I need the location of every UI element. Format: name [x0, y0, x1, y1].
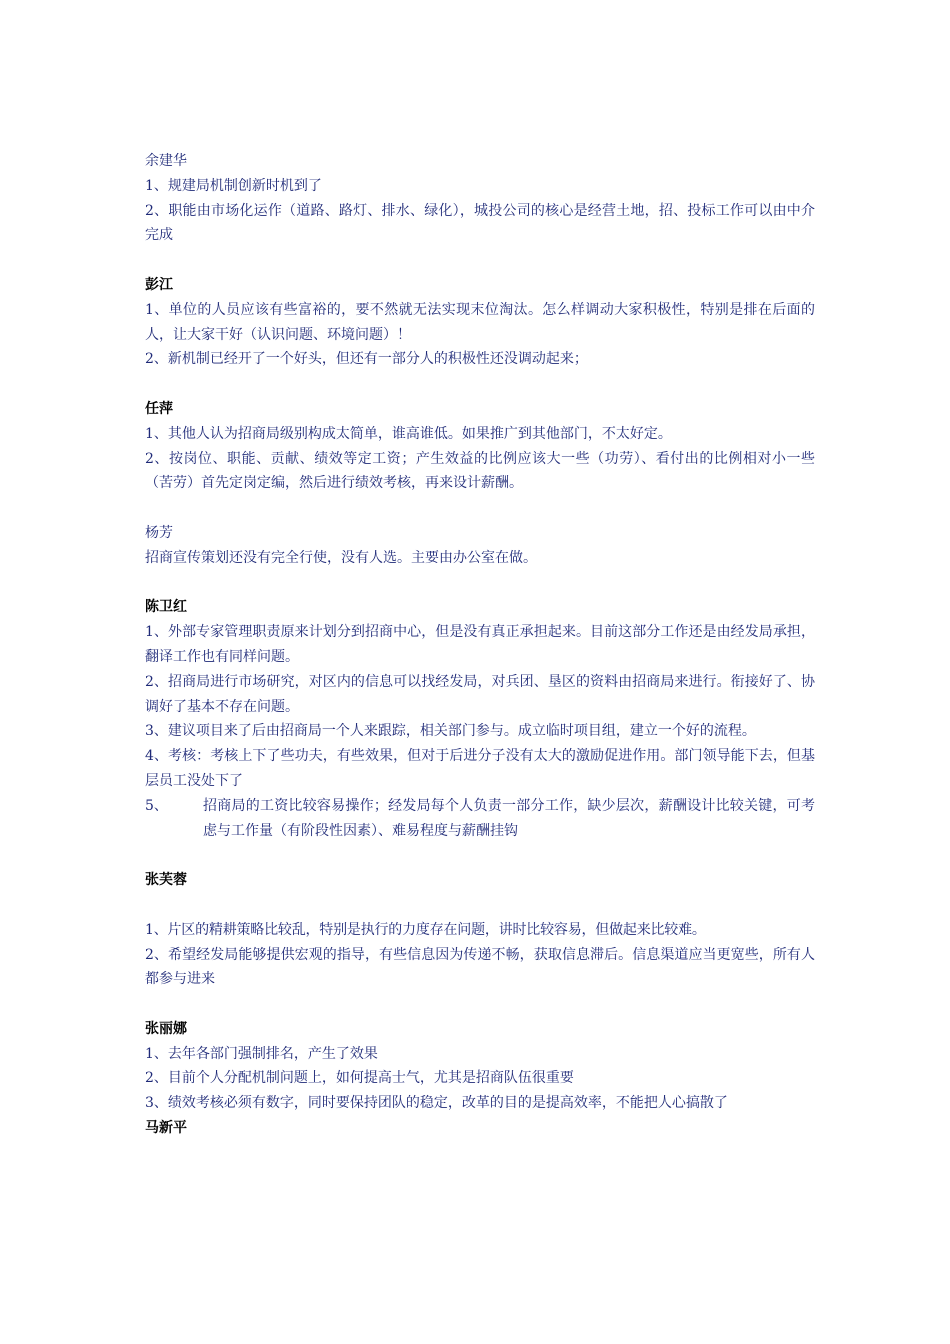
- section-peng-jiang: [145, 273, 815, 372]
- list-item: 2、招商局进行市场研究，对区内的信息可以找经发局，对兵团、垦区的资料由招商局来进行。衔接好了、协调好了基本不存在问题。: [145, 673, 815, 715]
- list-item: 招商宣传策划还没有完全行使，没有人选。主要由办公室在做。: [145, 549, 537, 566]
- speaker-name: 余建华: [145, 153, 187, 169]
- list-item-text: 招商局的工资比较容易操作；经发局每个人负责一部分工作，缺少层次，薪酬设计比较关键，可考虑与工作量（有阶段性因素）、难易程度与薪酬挂钩: [203, 797, 815, 839]
- speaker-name: 杨芳: [145, 524, 173, 541]
- list-item: 2、按岗位、职能、贡献、绩效等定工资；产生效益的比例应该大一些（功劳）、看付出的比例相对小一些（苦劳）首先定岗定编，然后进行绩效考核，再来设计薪酬。: [145, 450, 815, 492]
- section-chen-weihong: [145, 595, 815, 843]
- section-zhang-lina: [145, 1017, 815, 1116]
- speaker-name: 马新平: [145, 1120, 187, 1137]
- list-item: 2、希望经发局能够提供宏观的指导，有些信息因为传递不畅，获取信息滞后。信息渠道应当更宽些，所有人都参与进来: [145, 946, 815, 988]
- list-item: 3、绩效考核必须有数字，同时要保持团队的稳定，改革的目的是提高效率，不能把人心搞散了: [145, 1095, 728, 1112]
- section-ren-ping: [145, 397, 815, 496]
- list-item: 2、职能由市场化运作（道路、路灯、排水、绿化），城投公司的核心是经营土地，招、投标工作可以由中介完成: [145, 202, 815, 244]
- speaker-name: 任萍: [145, 400, 173, 417]
- speaker-name: 陈卫红: [145, 599, 187, 616]
- document-page: [145, 149, 815, 1141]
- section-ma-xinping: [145, 1116, 815, 1141]
- list-item: 1、单位的人员应该有些富裕的，要不然就无法实现末位淘汰。怎么样调动大家积极性，特别是排在后面的人，让大家干好（认识问题、环境问题）！: [145, 301, 815, 343]
- list-item: 1、片区的精耕策略比较乱，特别是执行的力度存在问题，讲时比较容易，但做起来比较难。: [145, 921, 706, 938]
- list-item: 1、其他人认为招商局级别构成太简单，谁高谁低。如果推广到其他部门，不太好定。: [145, 425, 672, 442]
- list-item: 1、去年各部门强制排名，产生了效果: [145, 1045, 378, 1062]
- section-yu-jianhua: [145, 149, 815, 248]
- list-item: [145, 794, 815, 844]
- section-zhang-furong: [145, 868, 815, 992]
- speaker-name: 张丽娜: [145, 1020, 187, 1037]
- list-item-number: 5、: [145, 797, 168, 814]
- list-item: 2、目前个人分配机制问题上，如何提高士气，尤其是招商队伍很重要: [145, 1070, 574, 1087]
- list-item: 2、新机制已经开了一个好头，但还有一部分人的积极性还没调动起来；: [145, 351, 588, 368]
- speaker-name: 彭江: [145, 276, 173, 293]
- speaker-name: 张芙蓉: [145, 872, 187, 889]
- list-item: 1、规建局机制创新时机到了: [145, 177, 322, 194]
- list-item: 1、外部专家管理职责原来计划分到招商中心，但是没有真正承担起来。目前这部分工作还是由经发局承担，翻译工作也有同样问题。: [145, 624, 815, 665]
- list-item: 4、考核：考核上下了些功夫，有些效果，但对于后进分子没有太大的激励促进作用。部门领导能下去，但基层员工没处下了: [145, 748, 815, 789]
- section-yang-fang: [145, 521, 815, 571]
- list-item: 3、建议项目来了后由招商局一个人来跟踪，相关部门参与。成立临时项目组，建立一个好的流程。: [145, 723, 756, 740]
